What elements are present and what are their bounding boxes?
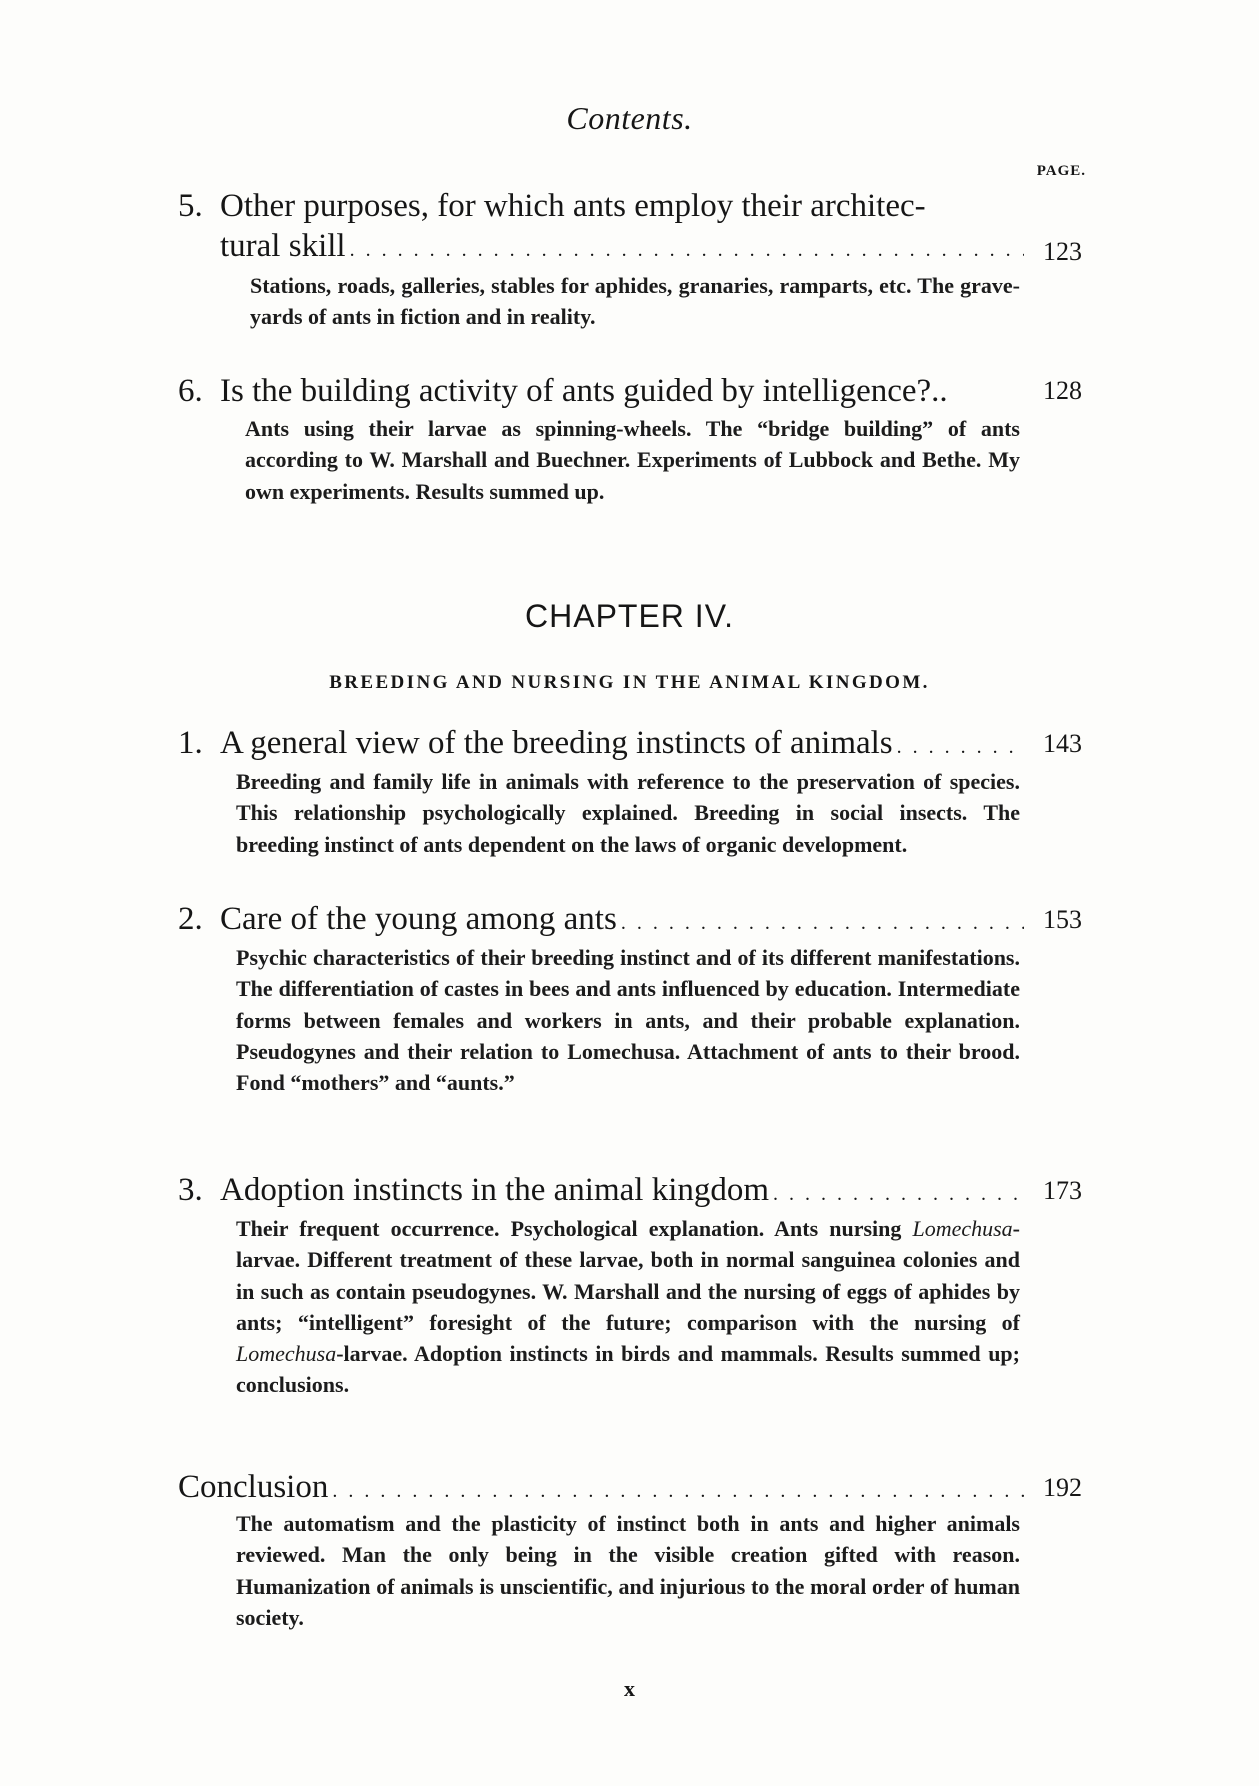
entry-title-text: Is the building activity of ants guided by intelligence?..	[220, 373, 948, 409]
chapter-heading: CHAPTER IV.	[525, 598, 734, 634]
toc-conclusion-title	[178, 1467, 1030, 1511]
entry-title-text: Care of the young among ants	[220, 901, 617, 937]
dot-leader	[897, 727, 1024, 767]
toc-chapter-entry-2-title	[178, 899, 1030, 943]
entry-number: 3.	[178, 1172, 203, 1208]
summary-italic-term: Lomechusa	[912, 1216, 1013, 1241]
entry-6-page-number: 128	[1043, 376, 1082, 405]
summary-italic-term: Lomechusa	[236, 1341, 337, 1367]
entry-number: 2.	[178, 901, 203, 937]
entry-6-summary: Ants using their larvae as spinning-wheels. The “bridge building” of ants according to W. Marshall and Buechner. Experiments of Lubbock and Bethe. My own experiments. Results summed up.	[245, 416, 1020, 504]
entry-5-summary: Stations, roads, galleries, stables for aphides, granaries, ramparts, etc. The grave-yards of ants in fiction and in reality.	[250, 273, 1020, 330]
dot-leader	[332, 1471, 1024, 1511]
toc-chapter-entry-3-title	[178, 1170, 1030, 1214]
toc-entry-5-title	[178, 186, 1030, 270]
chapter-entry-2-page-number: 153	[1043, 905, 1082, 934]
chapter-entry-3-page-number: 173	[1043, 1176, 1082, 1205]
chapter-entry-1-summary: Breeding and family life in animals with reference to the preservation of species. This relationship psychologically explained. Breeding in social insects. The breeding instinct of ants dependent on the laws of organic development.	[236, 769, 1020, 857]
entry-number: 5.	[178, 188, 203, 224]
page-column-label: PAGE.	[1036, 163, 1086, 179]
page-folio: x	[624, 1676, 635, 1701]
summary-text: Their frequent occurrence. Psychological explanation. Ants nursing	[236, 1216, 913, 1241]
entry-title-text: A general view of the breeding instincts of animals	[220, 725, 893, 761]
dot-leader	[350, 230, 1024, 270]
dot-leader	[773, 1174, 1024, 1214]
toc-chapter-entry-1-title	[178, 723, 1030, 767]
entry-title-text: Conclusion	[178, 1469, 329, 1505]
conclusion-summary: The automatism and the plasticity of instinct both in ants and higher animals reviewed. Man the only being in the visible creation gifted with reason. Humanization of animals is unscientific, and injurious to the moral order of human society.	[236, 1511, 1020, 1630]
toc-entry-6-title	[178, 371, 1030, 411]
chapter-entry-2-summary: Psychic characteristics of their breeding instinct and of its different manifestations. The differentiation of castes in bees and ants influenced by education. Intermediate forms between females and workers in ants, and their probable explanation. Pseudogynes and their relation to Lomechusa. Attachment of ants to their brood. Fond “mothers” and “aunts.”	[236, 945, 1020, 1096]
entry-5-page-number: 123	[1043, 237, 1082, 266]
running-title: Contents.	[566, 100, 693, 136]
chapter-subtitle: BREEDING AND NURSING IN THE ANIMAL KINGDOM.	[329, 672, 930, 693]
dot-leader	[621, 903, 1024, 943]
conclusion-page-number: 192	[1043, 1473, 1082, 1502]
summary-text: -larvae. Different treatment of these larvae, both in normal sanguinea colonies and in such as contain pseudogynes. W. Marshall and the nursing of eggs of aphides by ants; “intelligent” foresight of the future; comparison with the nursing of	[236, 1216, 1020, 1335]
entry-number: 1.	[178, 725, 203, 761]
entry-title-text: Adoption instincts in the animal kingdom	[220, 1172, 770, 1208]
entry-title-text: tural skill	[220, 228, 346, 264]
entry-number: 6.	[178, 373, 203, 409]
chapter-entry-3-summary	[236, 1213, 1020, 1401]
summary-text: -larvae. Adoption instincts in birds and mammals. Results summed up; conclusions.	[236, 1341, 1020, 1398]
chapter-entry-1-page-number: 143	[1043, 729, 1082, 758]
entry-title-text: Other purposes, for which ants employ their architec-	[220, 188, 926, 224]
